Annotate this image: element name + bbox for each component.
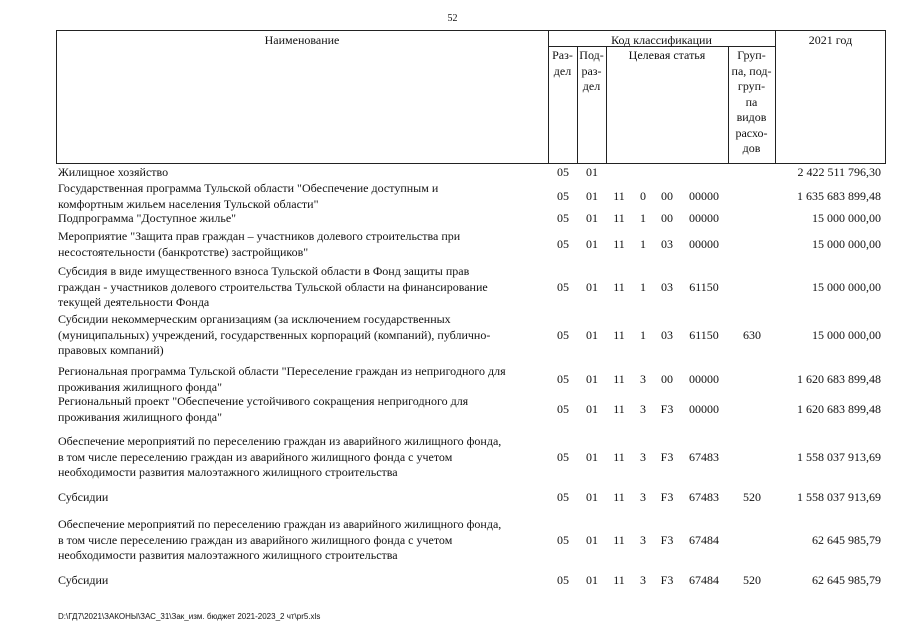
header-target-article: Целевая статья: [628, 48, 706, 62]
table-row: [0, 364, 905, 395]
row-name: Подпрограмма "Доступное жилье": [58, 211, 237, 225]
page-number: 52: [447, 13, 458, 24]
row-code-rz: 05: [557, 165, 569, 179]
row-code-pr: 01: [586, 371, 598, 386]
header-podrazdel: Под- раз- дел: [579, 48, 604, 93]
row-name: Субсидии: [58, 573, 109, 587]
row-code-cs2: 1: [640, 327, 646, 342]
row-code-rz: 05: [557, 532, 569, 547]
row-code-pr: 01: [586, 401, 598, 416]
row-name: Обеспечение мероприятий по переселению граждан из аварийного жилищного фонда, в том числе переселению граждан из аварийного жилищного фонда с учетом необходимости развития малоэтажного жилищного строительства: [58, 517, 502, 562]
row-amount: 62 645 985,79: [812, 532, 881, 547]
footer-file-path: D:\ГД7\2021\ЗАКОНЫ\ЗАС_31\Зак_изм. бюджет 2021-2023_2 чт\pr5.xls: [58, 612, 321, 621]
header-group: Груп- па, под- груп- па видов расхо- дов: [731, 48, 772, 155]
row-amount: 1 620 683 899,48: [797, 371, 881, 386]
row-code-rz: 05: [557, 327, 569, 342]
row-code-cs1: 11: [613, 449, 625, 464]
row-code-pr: 01: [586, 449, 598, 464]
row-code-cs2: 1: [640, 211, 646, 225]
row-code-pr: 01: [586, 573, 598, 587]
row-code-cs2: 3: [640, 449, 646, 464]
row-code-pr: 01: [586, 327, 598, 342]
row-code-rz: 05: [557, 449, 569, 464]
row-name: Субсидии: [58, 490, 109, 504]
row-code-pr: 01: [586, 490, 598, 504]
row-amount: 1 620 683 899,48: [797, 401, 881, 416]
row-code-cs4: 00000: [689, 188, 719, 203]
header-name: Наименование: [264, 33, 340, 47]
row-code-pr: 01: [586, 532, 598, 547]
row-code-cs1: 11: [613, 401, 625, 416]
table-row: [0, 229, 905, 260]
row-code-rz: 05: [557, 401, 569, 416]
row-name: Государственная программа Тульской области "Обеспечение доступным и комфортным жильем населения Тульской области": [58, 181, 439, 211]
row-code-cs3: 03: [661, 236, 673, 251]
row-code-cs3: 00: [661, 371, 673, 386]
table-row: [0, 264, 905, 311]
row-code-cs1: 11: [613, 532, 625, 547]
row-code-cs2: 0: [640, 188, 646, 203]
row-code-cs1: 11: [613, 211, 625, 225]
row-code-cs2: 3: [640, 371, 646, 386]
row-code-cs3: F3: [660, 449, 674, 464]
table-row: [0, 434, 905, 481]
table-row: [0, 394, 905, 425]
row-code-pr: 01: [586, 165, 598, 179]
row-code-cs2: 1: [640, 279, 646, 294]
row-code-pr: 01: [586, 188, 598, 203]
row-code-cs4: 00000: [689, 371, 719, 386]
table-row: [0, 573, 905, 589]
row-code-cs4: 00000: [689, 236, 719, 251]
row-code-cs2: 3: [640, 573, 646, 587]
row-code-cs1: 11: [613, 371, 625, 386]
row-name: Жилищное хозяйство: [58, 165, 169, 179]
row-amount: 1 635 683 899,48: [797, 188, 881, 203]
row-code-cs3: 03: [661, 279, 673, 294]
row-code-cs4: 00000: [689, 401, 719, 416]
row-code-cs1: 11: [613, 573, 625, 587]
header-razdel: Раз- дел: [552, 48, 573, 78]
row-amount: 15 000 000,00: [812, 211, 881, 225]
row-code-cs3: F3: [660, 490, 674, 504]
row-code-cs4: 00000: [689, 211, 719, 225]
row-code-rz: 05: [557, 371, 569, 386]
row-amount: 2 422 511 796,30: [797, 165, 881, 179]
row-code-cs3: 00: [661, 188, 673, 203]
row-code-cs4: 67483: [689, 449, 719, 464]
row-code-cs1: 11: [613, 490, 625, 504]
table-row: [0, 211, 905, 227]
row-amount: 15 000 000,00: [812, 279, 881, 294]
row-code-cs3: 00: [661, 211, 673, 225]
row-code-cs1: 11: [613, 327, 625, 342]
row-amount: 15 000 000,00: [812, 236, 881, 251]
table-row: [0, 312, 905, 359]
row-code-rz: 05: [557, 236, 569, 251]
header-classification: Код классификации: [611, 33, 712, 47]
header-year: 2021 год: [808, 33, 853, 47]
row-name: Обеспечение мероприятий по переселению граждан из аварийного жилищного фонда, в том числе переселению граждан из аварийного жилищного фонда с учетом необходимости развития малоэтажного жилищного строительства: [58, 434, 502, 479]
row-code-pr: 01: [586, 236, 598, 251]
row-code-vr: 630: [743, 327, 761, 342]
row-code-cs2: 3: [640, 490, 646, 504]
row-code-cs3: F3: [660, 532, 674, 547]
row-code-cs1: 11: [613, 188, 625, 203]
row-code-cs3: F3: [660, 401, 674, 416]
row-code-vr: 520: [743, 573, 761, 587]
row-code-rz: 05: [557, 573, 569, 587]
row-name: Мероприятие "Защита прав граждан – участников долевого строительства при несостоятельности (банкротстве) застройщиков": [58, 229, 461, 259]
row-name: Региональный проект "Обеспечение устойчивого сокращения непригодного для проживания жилищного фонда": [58, 394, 469, 424]
row-amount: 62 645 985,79: [812, 573, 881, 587]
row-code-cs4: 67484: [689, 573, 719, 587]
table-row: [0, 165, 905, 181]
row-code-cs2: 3: [640, 532, 646, 547]
row-code-cs4: 67483: [689, 490, 719, 504]
row-code-cs4: 67484: [689, 532, 719, 547]
row-amount: 1 558 037 913,69: [797, 490, 881, 504]
row-code-cs2: 3: [640, 401, 646, 416]
row-code-cs1: 11: [613, 236, 625, 251]
row-code-rz: 05: [557, 490, 569, 504]
row-amount: 15 000 000,00: [812, 327, 881, 342]
row-code-pr: 01: [586, 279, 598, 294]
row-name: Региональная программа Тульской области "Переселение граждан из непригодного для проживания жилищного фонда": [58, 364, 506, 394]
row-code-cs3: 03: [661, 327, 673, 342]
row-name: Субсидии некоммерческим организациям (за исключением государственных (муниципальных) учреждений, государственных корпораций (компаний), публично- правовых компаний): [58, 312, 491, 357]
row-code-pr: 01: [586, 211, 598, 225]
row-code-cs4: 61150: [689, 327, 719, 342]
table-row: [0, 517, 905, 564]
row-code-vr: 520: [743, 490, 761, 504]
row-code-rz: 05: [557, 211, 569, 225]
row-code-cs1: 11: [613, 279, 625, 294]
row-code-rz: 05: [557, 188, 569, 203]
row-code-cs3: F3: [660, 573, 674, 587]
row-name: Субсидия в виде имущественного взноса Тульской области в Фонд защиты прав граждан - участников долевого строительства Тульской области на финансирование текущей деятельности Фонда: [58, 264, 488, 309]
row-code-cs4: 61150: [689, 279, 719, 294]
row-code-rz: 05: [557, 279, 569, 294]
row-amount: 1 558 037 913,69: [797, 449, 881, 464]
table-row: [0, 181, 905, 212]
row-code-cs2: 1: [640, 236, 646, 251]
table-row: [0, 490, 905, 506]
